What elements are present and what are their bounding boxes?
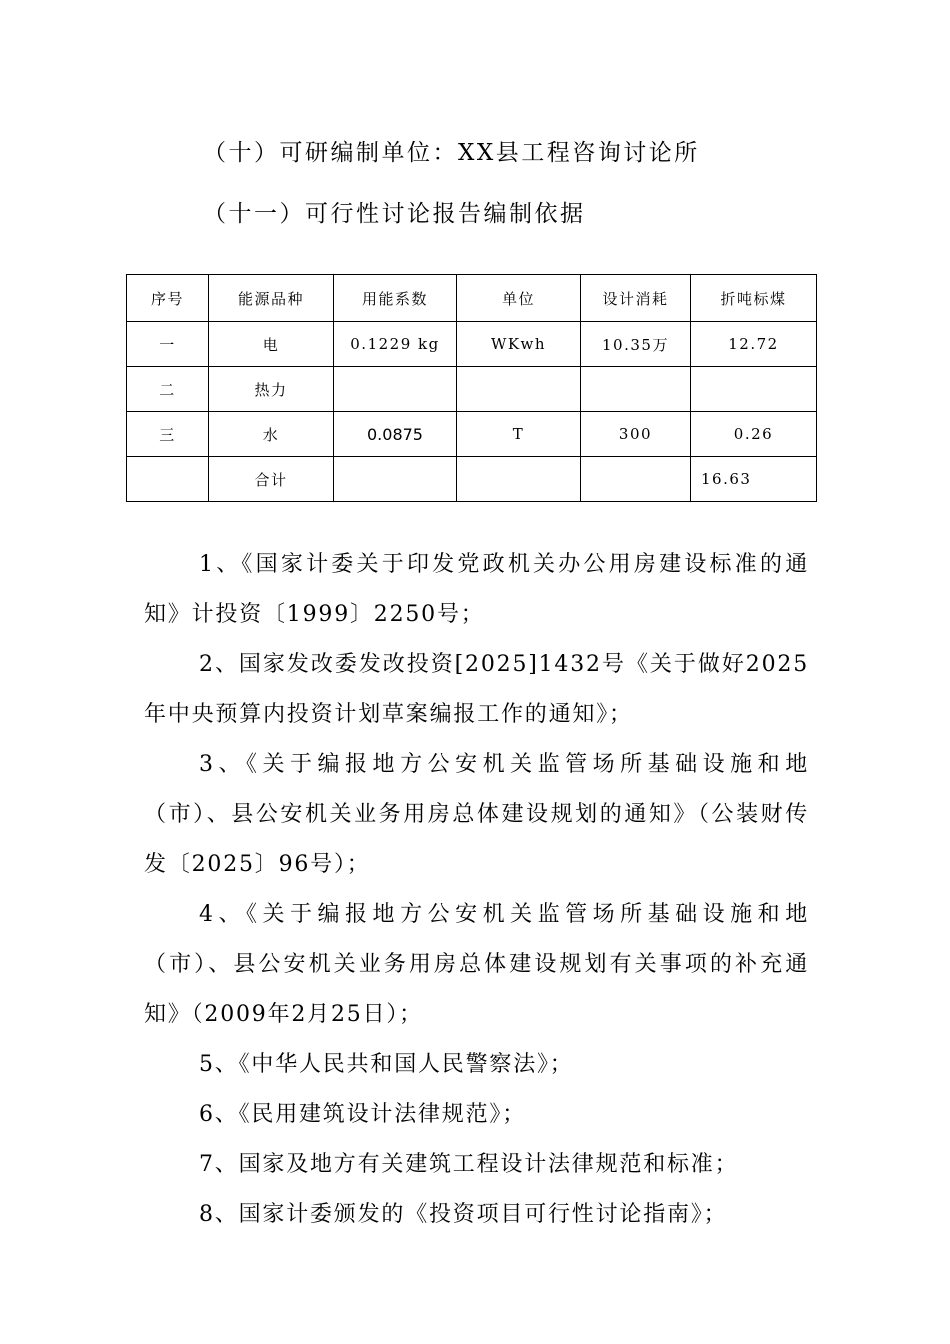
table-cell: 二 [127,367,209,412]
total-value: 16.63 [691,457,817,502]
table-cell [334,367,457,412]
energy-consumption-table [126,274,817,502]
reference-item: 7、国家及地方有关建筑工程设计法律规范和标准； [199,1152,739,1177]
table-cell [334,457,457,502]
header-cell-energy-type: 能源品种 [209,275,334,322]
table-cell: 水 [209,412,334,457]
reference-item: 6、《民用建筑设计法律规范》； [199,1102,526,1127]
header-cell-design-consumption: 设计消耗 [581,275,691,322]
header-cell-standard-coal: 折吨标煤 [691,275,817,322]
table-row [127,322,817,367]
table-cell [127,457,209,502]
table-cell: 热力 [209,367,334,412]
table-cell [581,367,691,412]
header-cell-unit: 单位 [457,275,581,322]
table-cell: 一 [127,322,209,367]
table-row [127,412,817,457]
table-cell: 12.72 [691,322,817,367]
section-heading-11: （十一）可行性讨论报告编制依据 [203,201,586,227]
reference-list [144,540,809,1240]
table-header-row [127,275,817,322]
table-total-row [127,457,817,502]
table-cell [581,457,691,502]
table-cell: 0.1229 kg [334,322,457,367]
reference-item: 1、《国家计委关于印发党政机关办公用房建设标准的通知》计投资〔1999〕2250号； [144,552,809,627]
header-cell-coefficient: 用能系数 [334,275,457,322]
table-cell: 0.0875 [334,412,457,457]
total-label: 合计 [209,457,334,502]
reference-item: 8、国家计委颁发的《投资项目可行性讨论指南》； [199,1202,728,1227]
table-row [127,367,817,412]
table-cell: WKwh [457,322,581,367]
section-heading-10: （十）可研编制单位：XX县工程咨询讨论所 [203,140,700,166]
table-cell: 10.35万 [581,322,691,367]
table-cell: T [457,412,581,457]
reference-item: 5、《中华人民共和国人民警察法》； [199,1052,574,1077]
reference-item: 2、国家发改委发改投资[2025]1432号《关于做好2025年中央预算内投资计划草案编报工作的通知》； [144,652,809,727]
reference-item: 4、《关于编报地方公安机关监管场所基础设施和地（市）、县公安机关业务用房总体建设规划有关事项的补充通知》（2009年2月25日）； [144,902,809,1027]
table-cell [457,367,581,412]
table-cell [691,367,817,412]
table-cell: 300 [581,412,691,457]
table-cell: 三 [127,412,209,457]
table-cell: 0.26 [691,412,817,457]
reference-item: 3、《关于编报地方公安机关监管场所基础设施和地（市）、县公安机关业务用房总体建设规划的通知》（公装财传发〔2025〕96号）； [144,752,809,877]
header-cell-index: 序号 [127,275,209,322]
table-cell: 电 [209,322,334,367]
table-cell [457,457,581,502]
